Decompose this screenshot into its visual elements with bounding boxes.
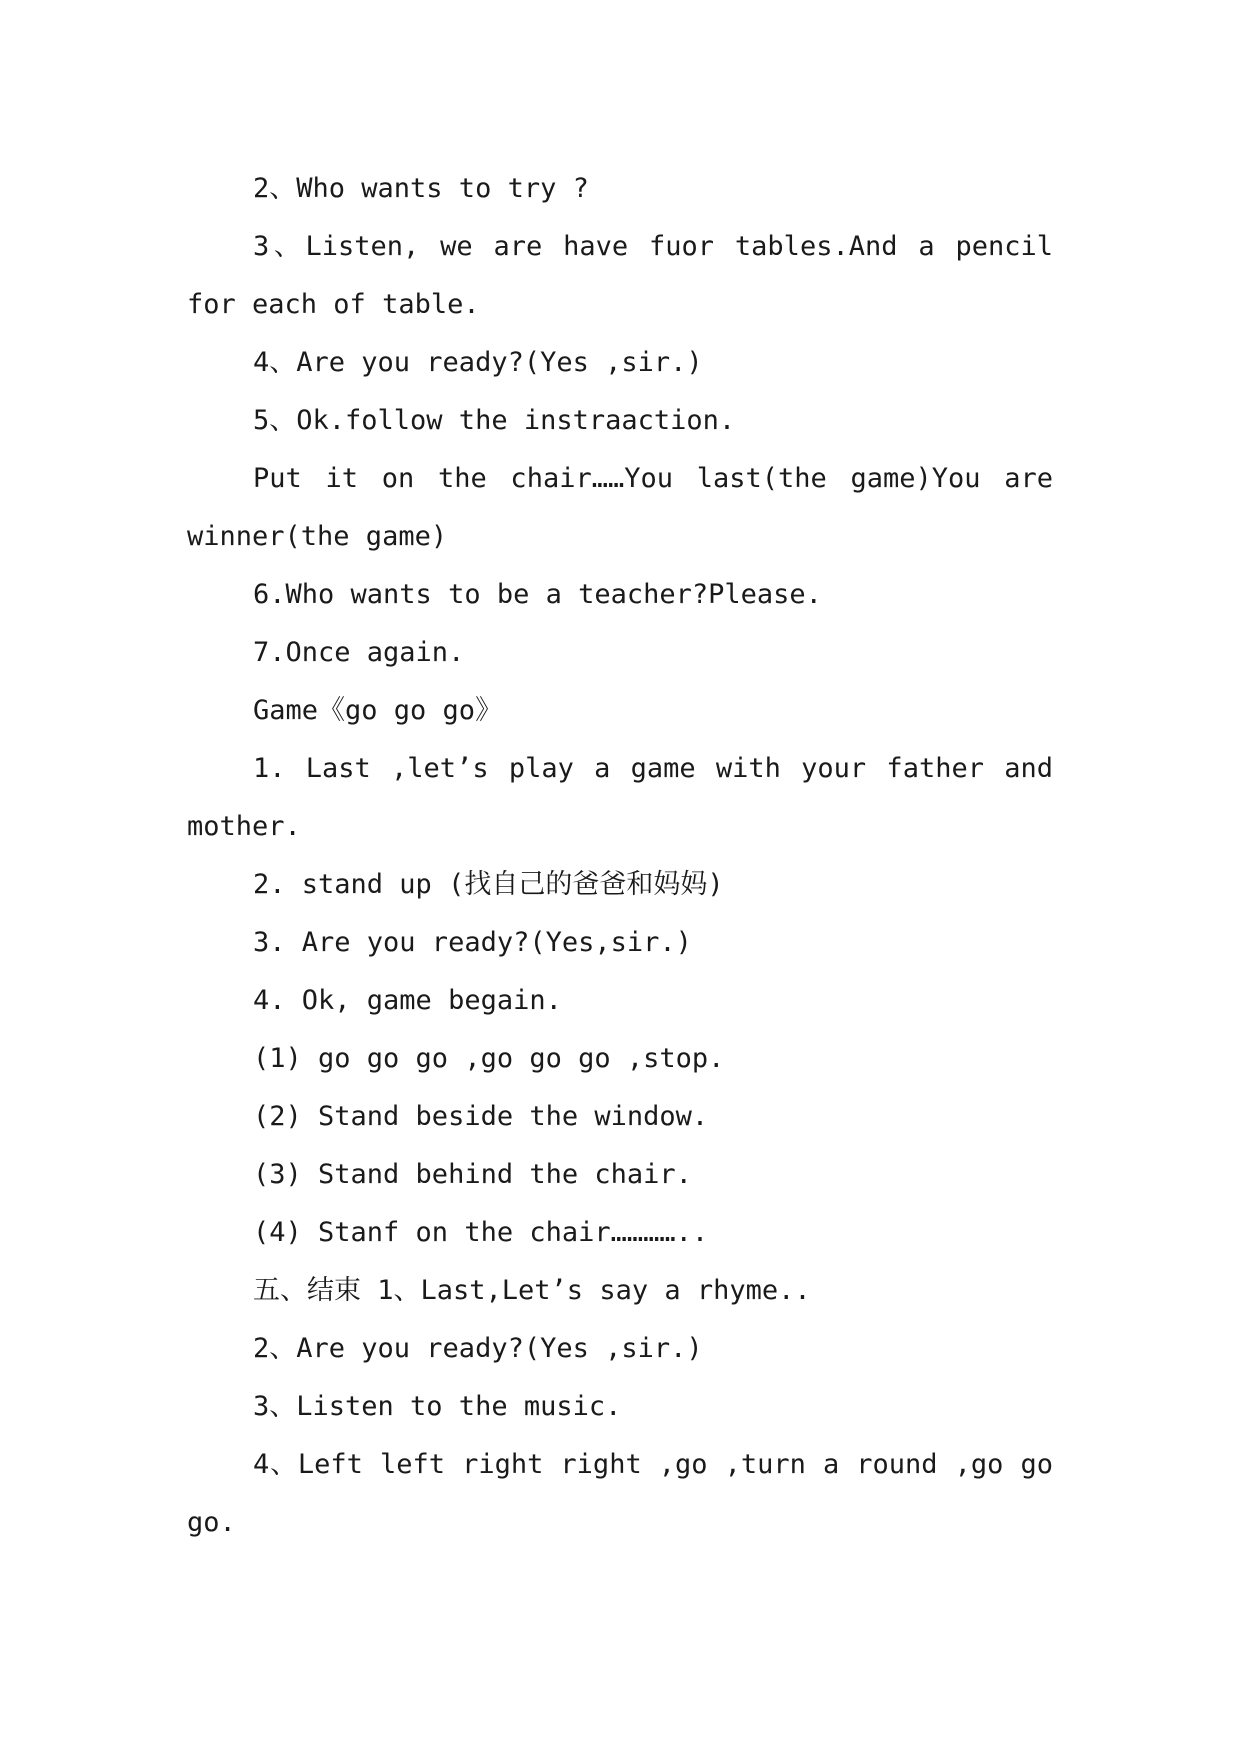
- paragraph-ending-2: 2、Are you ready?(Yes ,sir.): [253, 1333, 703, 1364]
- paragraph-game-step-1: 1. Last ,let’s play a game with your father and mother.: [187, 753, 1053, 842]
- paragraph-ending-4: 4、Left left right right ,go ,turn a round ,go go go.: [187, 1449, 1053, 1538]
- paragraph-step-2-try: 2、Who wants to try ?: [253, 173, 589, 204]
- paragraph-step-3-tables: 3、Listen, we are have fuor tables.And a pencil for each of table.: [187, 231, 1053, 320]
- paragraph-ending-3: 3、Listen to the music.: [253, 1391, 622, 1422]
- paragraph-game-title: Game《go go go》: [253, 695, 503, 726]
- paragraph-sub-1: (1) go go go ,go go go ,stop.: [253, 1043, 725, 1074]
- paragraph-step-6-teacher: 6.Who wants to be a teacher?Please.: [253, 579, 822, 610]
- paragraph-game-step-4: 4. Ok, game begain.: [253, 985, 562, 1016]
- paragraph-put-on-chair: Put it on the chair……You last(the game)You are winner(the game): [187, 463, 1053, 552]
- paragraph-sub-3: (3) Stand behind the chair.: [253, 1159, 692, 1190]
- paragraph-game-step-2: 2. stand up (找自己的爸爸和妈妈): [253, 869, 724, 900]
- paragraph-step-4-ready: 4、Are you ready?(Yes ,sir.): [253, 347, 703, 378]
- paragraph-step-7-again: 7.Once again.: [253, 637, 465, 668]
- paragraph-game-step-3: 3. Are you ready?(Yes,sir.): [253, 927, 692, 958]
- paragraph-step-5-follow: 5、Ok.follow the instraaction.: [253, 405, 736, 436]
- document-body: [187, 160, 1053, 1552]
- paragraph-sub-2: (2) Stand beside the window.: [253, 1101, 709, 1132]
- paragraph-ending-1: 五、结束 1、Last,Let’s say a rhyme..: [253, 1275, 811, 1306]
- paragraph-sub-4: (4) Stanf on the chair…………..: [253, 1217, 709, 1248]
